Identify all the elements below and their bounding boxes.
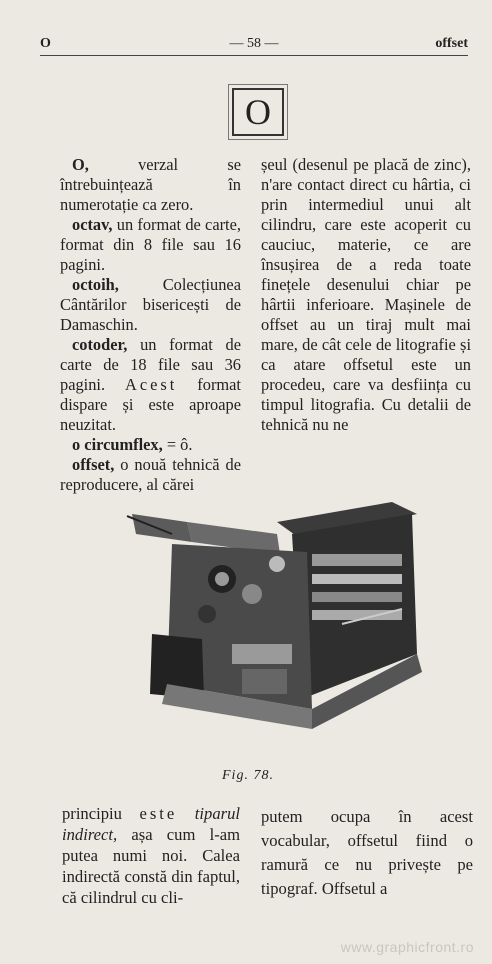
entry-cotoder bbox=[60, 335, 241, 435]
entry-text: verzal se întrebuințează în numerotație ca zero. bbox=[60, 155, 241, 214]
header-right-word: offset bbox=[435, 36, 468, 51]
header-rule bbox=[40, 55, 468, 56]
bl-text-2: așa cum l-am putea numi noi. Calea indirectă constă din faptul, că cilindrul cu cli- bbox=[62, 825, 240, 907]
entry-octoih bbox=[60, 275, 241, 335]
entry-text: = ô. bbox=[162, 435, 193, 454]
entry-term: O, bbox=[72, 155, 89, 174]
header-left-letter: O bbox=[40, 36, 51, 51]
right-column: șeul (desenul pe placă de zinc), n'are contact direct cu hârtia, ci prin intermediul unui alt cilindru, care este acoperit cu cauciuc, materie, ce are însușirea de a reda toate finețele desenului chiar pe hârtii inferioare. Mașinele de offset au un tiraj mult mai mare, de cât cele de litografie și ca atare offsetul este un procedeu, care va desființa cu timpul litografia. Cu detalii de tehnică nu ne bbox=[261, 155, 471, 434]
entry-term: octoih, bbox=[72, 275, 119, 294]
page-number: — 58 — bbox=[229, 36, 279, 51]
entry-octav bbox=[60, 215, 241, 275]
entry-text: o nouă tehnică de reproducere, al cărei bbox=[60, 455, 241, 494]
entry-term: o circumflex, bbox=[72, 435, 163, 454]
figure-caption: Fig. 78. bbox=[222, 768, 274, 783]
watermark: www.graphicfront.ro bbox=[340, 939, 474, 955]
page-header bbox=[40, 36, 468, 56]
entry-text: un format de carte de 18 file sau 36 pagini. bbox=[60, 335, 241, 394]
entry-text: un format de carte, format din 8 file sau 16 pagini. bbox=[60, 215, 241, 274]
bottom-right-column: putem ocupa în acest vocabular, offsetul fiind o ramură ce nu privește pe tipograf. Offsetul a bbox=[261, 807, 473, 898]
entry-term: offset, bbox=[72, 455, 115, 474]
bl-text-1: principiu bbox=[62, 804, 122, 823]
entry-circumflex bbox=[60, 435, 241, 455]
entry-spaced-word: Acest bbox=[125, 375, 178, 394]
bottom-left-column bbox=[62, 803, 240, 908]
bl-italic-term: tiparul indirect, bbox=[62, 804, 240, 844]
offset-press-illustration bbox=[112, 494, 437, 754]
left-column bbox=[60, 155, 241, 495]
entry-text-2: format dispare și este aproape neuzitat. bbox=[60, 375, 241, 434]
entry-offset bbox=[60, 455, 241, 495]
entry-term: octav, bbox=[72, 215, 113, 234]
entry-text: Colecțiunea Cântărilor bisericești de Damaschin. bbox=[60, 275, 241, 334]
bl-spaced-word: este bbox=[139, 804, 178, 823]
entry-term: cotoder, bbox=[72, 335, 128, 354]
entry-o bbox=[60, 155, 241, 215]
drop-letter-box: O bbox=[232, 88, 284, 136]
